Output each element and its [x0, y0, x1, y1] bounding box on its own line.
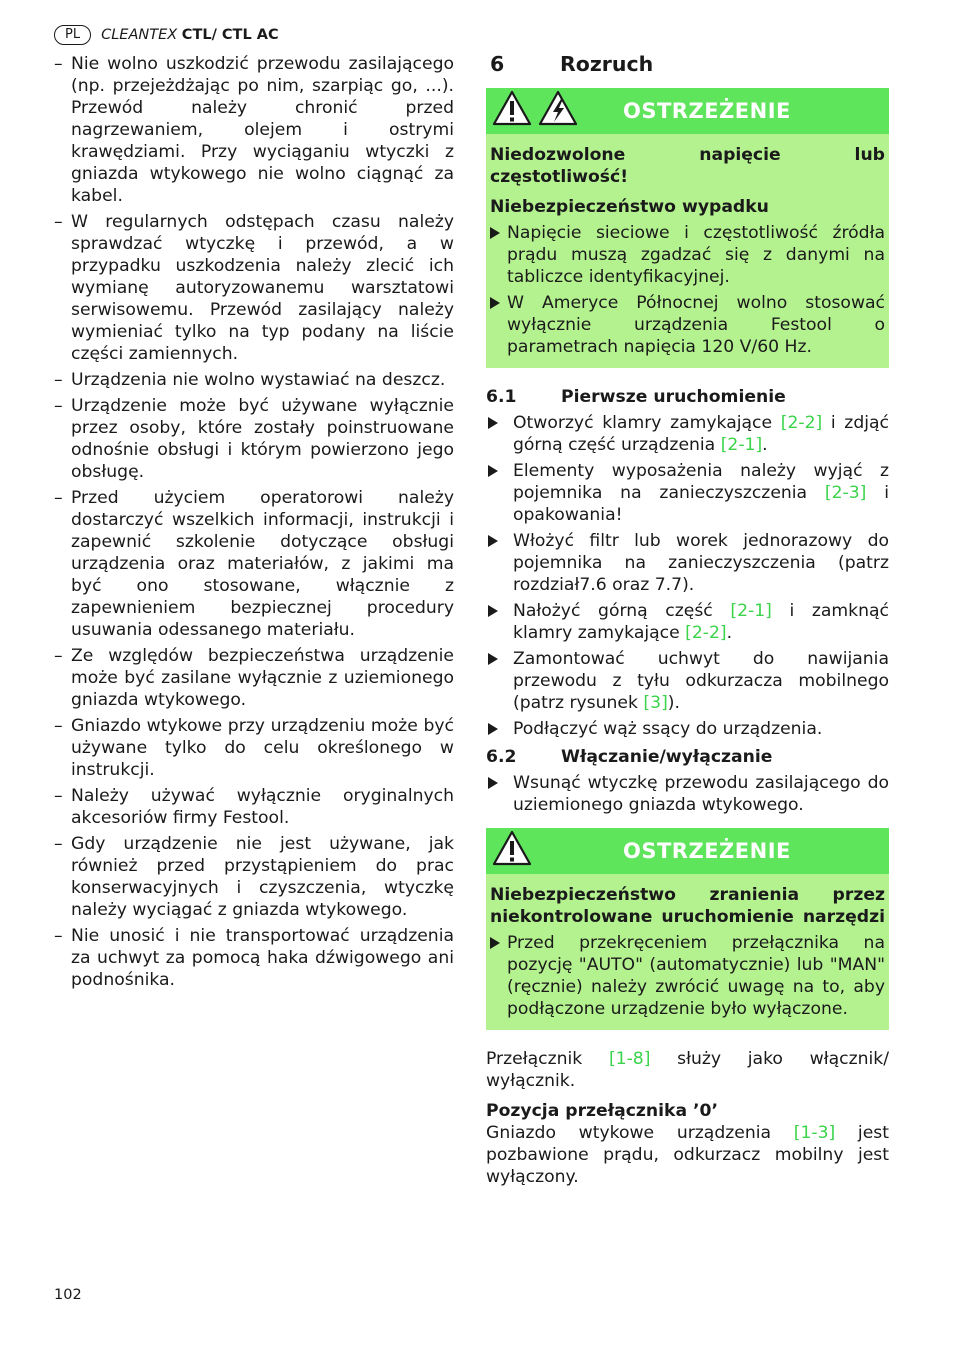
arrow-bullet-icon — [488, 535, 498, 547]
switch-paragraph — [486, 1048, 889, 1092]
figure-reference: [2-1] — [730, 601, 772, 621]
list-item: – Gniazdo wtykowe przy urządzeniu może być używane tylko do celu określonego w instrukcji. — [54, 715, 454, 781]
text-run: Zamontować uchwyt do nawijania przewodu z tyłu odkurzacza mobilnego (patrz rysunek — [513, 649, 889, 713]
step-item — [486, 718, 889, 740]
text-run: Elementy wyposażenia należy wyjąć z pojemnika na zanieczyszczenia — [513, 461, 889, 503]
step-item — [486, 600, 889, 644]
steps-list-6-1 — [486, 412, 889, 740]
text-run: . — [726, 623, 733, 643]
warning-heading: Niebezpieczeństwo zranienia przez niekontrolowane uruchomienie narzędzi — [490, 885, 885, 927]
warning-triangle-icon — [492, 90, 532, 132]
product-prefix: CLEANTEX — [101, 27, 178, 43]
arrow-bullet-icon — [488, 417, 498, 429]
figure-reference: [2-2] — [780, 413, 823, 433]
text-run: służy jako włącznik/ wyłącznik. — [486, 1049, 890, 1091]
text-run: ). — [667, 693, 680, 713]
figure-reference: [3] — [643, 693, 668, 713]
text-run: i zdjąć górną część urządzenia — [513, 413, 889, 455]
text-run: Przełącznik — [486, 1049, 609, 1069]
step-item — [486, 460, 889, 526]
subsection-title-6-1 — [486, 386, 889, 408]
warning-header — [486, 88, 889, 134]
product-models: CTL/ CTL AC — [181, 27, 279, 43]
list-item — [490, 222, 885, 288]
warning-box-voltage — [486, 88, 889, 368]
right-column — [486, 50, 889, 1188]
list-item: – Nie wolno uszkodzić przewodu zasilającego (np. przejeżdżając po nim, szarpiąc go, ...). Przewód należy chronić przed nagrzewaniem, olejem i ostrymi krawędziami. Przy wyciąganiu wtyczki z gniazda wtykowego nie wolno ciągnąć za kabel. — [54, 53, 454, 207]
step-item — [486, 412, 889, 456]
section-title-text: Rozruch — [560, 52, 654, 76]
text-run: Włożyć filtr lub worek jednorazowy do pojemnika na zanieczyszczenia (patrz rozdział7.6 oraz 7.7). — [513, 531, 889, 595]
subsection-number: 6.1 — [486, 387, 517, 407]
warning-list — [490, 222, 885, 358]
list-item — [490, 932, 885, 1020]
text-run: Nałożyć górną część — [513, 601, 731, 621]
subsection-title-text: Pierwsze uruchomienie — [561, 387, 786, 407]
step-item — [486, 772, 889, 816]
steps-list-6-2 — [486, 772, 889, 816]
warning-heading: Niedozwolone napięcie lub częstotliwość! — [490, 145, 885, 187]
warning-title: OSTRZEŻENIE — [623, 99, 791, 123]
list-item: – Nie unosić i nie transportować urządzenia za uchwyt za pomocą haka dźwigowego ani podnośnika. — [54, 925, 454, 991]
text-run: jest pozbawione prądu, odkurzacz mobilny jest wyłączony. — [486, 1123, 889, 1187]
list-item: – Urządzenia nie wolno wystawiać na deszcz. — [54, 369, 454, 391]
list-item-text: W Ameryce Północnej wolno stosować wyłącznie urządzenia Festool o parametrach napięcia 120 V/60 Hz. — [507, 293, 885, 357]
arrow-bullet-icon — [490, 937, 500, 949]
product-name — [101, 24, 279, 46]
list-item: – W regularnych odstępach czasu należy sprawdzać wtyczkę i przewód, a w przypadku uszkodzenia należy zlecić ich wymianę autoryzowanemu warsztatowi serwisowemu. Przewód zasilający należy wymieniać tylko na typ podany na liście części zamiennych. — [54, 211, 454, 365]
warning-triangle-icon — [492, 830, 532, 872]
arrow-bullet-icon — [488, 465, 498, 477]
arrow-bullet-icon — [490, 297, 500, 309]
list-item-text: Przed przekręceniem przełącznika na pozycję "AUTO" (automatycznie) lub "MAN" (ręcznie) należy zwrócić uwagę na to, aby podłączone urządzenie było wyłączone. — [507, 933, 885, 1019]
text-run: i zamknąć klamry zamykające — [513, 601, 890, 643]
text-run: Gniazdo wtykowe urządzenia — [486, 1123, 794, 1143]
figure-reference: [1-3] — [793, 1123, 836, 1143]
text-run: Wsunąć wtyczkę przewodu zasilającego do uziemionego gniazda wtykowego. — [513, 773, 889, 815]
language-badge: PL — [54, 25, 91, 45]
arrow-bullet-icon — [490, 227, 500, 239]
warning-header — [486, 828, 889, 874]
position-0-title: Pozycja przełącznika ’0’ — [486, 1101, 719, 1121]
list-item — [490, 292, 885, 358]
arrow-bullet-icon — [488, 723, 498, 735]
left-column — [54, 53, 454, 995]
subsection-title-text: Włączanie/wyłączanie — [561, 747, 773, 767]
figure-reference: [2-2] — [685, 623, 727, 643]
text-run: . — [762, 435, 768, 455]
section-number: 6 — [490, 52, 505, 76]
arrow-bullet-icon — [488, 605, 498, 617]
subsection-title-6-2 — [486, 746, 889, 768]
position-0-text — [486, 1122, 889, 1188]
step-item — [486, 530, 889, 596]
figure-reference: [2-3] — [824, 483, 867, 503]
list-item-text: Napięcie sieciowe i częstotliwość źródła prądu muszą zgadzać się z danymi na tabliczce identyfikacyjnej. — [507, 223, 885, 287]
text-run: i opakowania! — [513, 483, 889, 525]
high-voltage-icon — [538, 90, 578, 132]
subsection-number: 6.2 — [486, 747, 517, 767]
list-item: – Należy używać wyłącznie oryginalnych akcesoriów firmy Festool. — [54, 785, 454, 829]
warning-box-startup — [486, 828, 889, 1030]
list-item: – Przed użyciem operatorowi należy dostarczyć wszelkich informacji, instrukcji i zapewnić szkolenie dotyczące obsługi urządzenia oraz materiałów, z jakimi ma być ono stosowane, włącznie z zapewnieniem bezpiecznej procedury usuwania odessanego materiału. — [54, 487, 454, 641]
warning-title: OSTRZEŻENIE — [623, 839, 791, 863]
figure-reference: [1-8] — [608, 1049, 651, 1069]
step-item — [486, 648, 889, 714]
page-header — [54, 24, 279, 46]
figure-reference: [2-1] — [720, 435, 763, 455]
safety-list — [54, 53, 454, 991]
section-title — [490, 50, 889, 78]
page-number: 102 — [54, 1287, 82, 1303]
text-run: Podłączyć wąż ssący do urządzenia. — [513, 719, 823, 739]
arrow-bullet-icon — [488, 653, 498, 665]
warning-list — [490, 932, 885, 1020]
list-item: – Urządzenie może być używane wyłącznie przez osoby, które zostały poinstruowane odnośnie obsługi i którym powierzono jego obsługę. — [54, 395, 454, 483]
list-item: – Gdy urządzenie nie jest używane, jak również przed przystąpieniem do prac konserwacyjnych i czyszczenia, wtyczkę należy wyciągać z gniazda wtykowego. — [54, 833, 454, 921]
arrow-bullet-icon — [488, 777, 498, 789]
list-item: – Ze względów bezpieczeństwa urządzenie może być zasilane wyłącznie z uziemionego gniazda wtykowego. — [54, 645, 454, 711]
warning-subheading: Niebezpieczeństwo wypadku — [490, 197, 769, 217]
text-run: Otworzyć klamry zamykające — [513, 413, 781, 433]
